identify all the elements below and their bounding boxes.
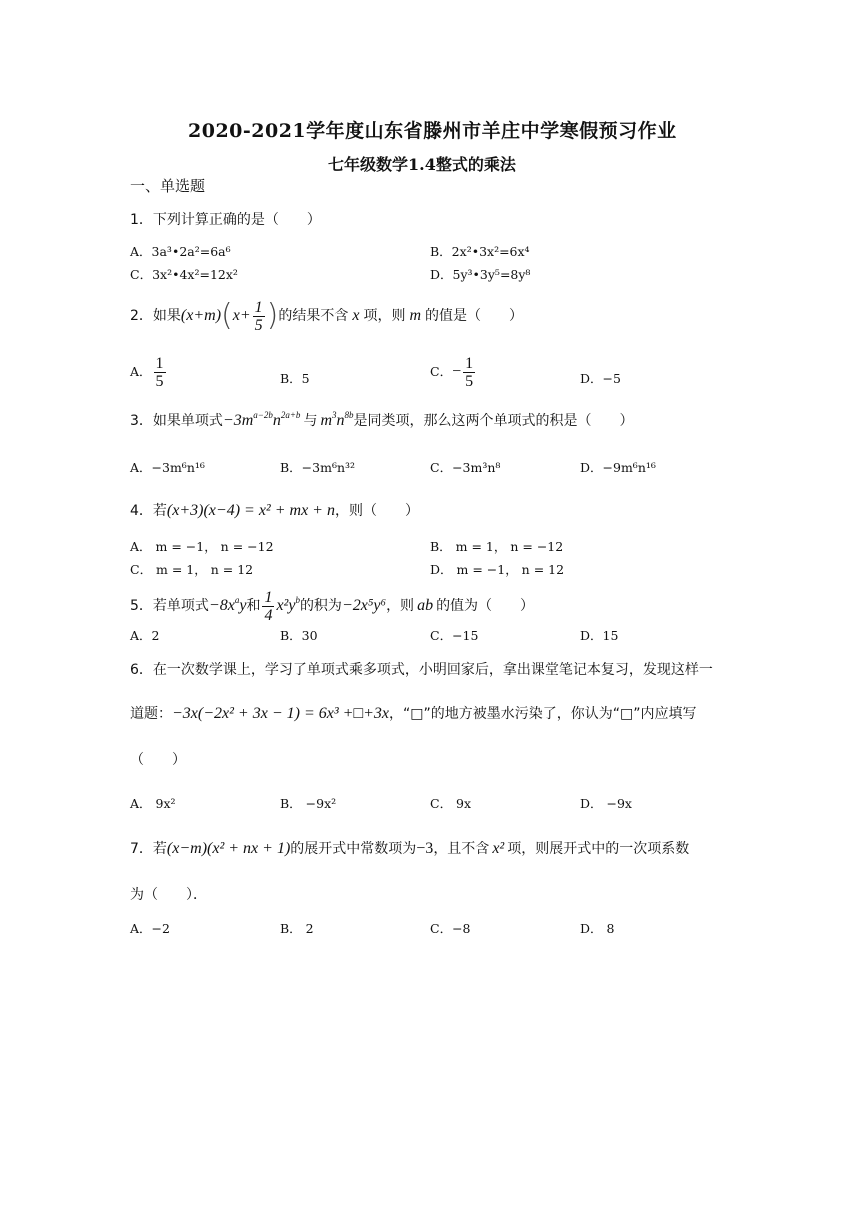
q6-line2-suffix: ，“□”的地方被墨水污染了，你认为“□”内应填写 [389, 706, 697, 722]
q5-var-ab: ab [417, 597, 434, 614]
q2-option-a-label: A． [130, 364, 152, 379]
question-4-stem [130, 500, 419, 520]
q5-expr2: x²y [276, 597, 296, 614]
q7-expression: (x−m)(x² + nx + 1) [166, 840, 291, 857]
q5-mid-text-3: ，则 [386, 598, 415, 614]
q2-right-paren: ) [266, 298, 279, 333]
q4-option-b[interactable]: B． m = 1， n = −12 [430, 539, 564, 554]
page-title: 2020-2021学年度山东省滕州市羊庄中学寒假预习作业 [188, 120, 677, 142]
q7-constant-value: −3 [416, 840, 434, 857]
q3-exp2b: 8b [344, 410, 354, 420]
q5-num: 5．若单项式 [130, 598, 209, 614]
q5-tail-text: 的值为（ ） [436, 598, 535, 614]
q3-option-c[interactable]: C．−3m³n⁸ [430, 460, 501, 475]
q2-fraction-numerator: 1 [254, 298, 263, 316]
q3-option-b[interactable]: B．−3m⁶n³² [280, 460, 356, 475]
question-3-stem [130, 410, 634, 430]
q3-mid-text: 与 [303, 413, 318, 429]
q3-expr2b: n [336, 412, 345, 429]
question-7-line-2: 为（ ）． [130, 887, 207, 903]
q5-option-d[interactable]: D．15 [580, 628, 619, 643]
q2-mid-text-2: 项，则 [363, 308, 406, 324]
q7-option-a[interactable]: A．−2 [130, 921, 170, 936]
q5-fraction-denominator: 4 [264, 606, 273, 624]
question-1-stem: 1．下列计算正确的是（ ） [130, 212, 321, 228]
question-5-stem [130, 580, 534, 626]
q6-option-b[interactable]: B． −9x² [280, 796, 337, 811]
q3-exp2: 3 [332, 410, 337, 420]
q7-num: 7．若 [130, 841, 167, 857]
q3-expr1: −3m [222, 412, 254, 429]
q1-option-c[interactable]: C．3x²•4x²=12x² [130, 267, 238, 282]
question-6-line-1: 6．在一次数学课上，学习了单项式乘多项式，小明回家后，拿出课堂笔记本复习，发现这样一 [130, 662, 713, 678]
q3-option-d[interactable]: D．−9m⁶n¹⁶ [580, 460, 656, 475]
q5-mid-text: 和 [246, 598, 261, 614]
q5-expr1b: y [239, 597, 247, 614]
q2-left-paren: ( [221, 298, 233, 333]
q3-expr2: m [320, 412, 332, 429]
q3-num: 3．如果单项式 [130, 413, 223, 429]
question-6-line-2 [130, 703, 696, 723]
q4-num: 4．若 [130, 503, 167, 519]
q1-option-d[interactable]: D．5y³•3y⁵=8y⁸ [430, 267, 531, 282]
q5-expr1: −8x [208, 597, 235, 614]
q2-expr-second-factor: x+ [232, 307, 251, 324]
q2-mid-text: 的结果不含 [278, 308, 349, 324]
q2-option-c-fraction [463, 355, 475, 390]
q2-option-a-fraction [154, 355, 166, 390]
q3-exp1b: 2a+b [280, 410, 301, 420]
q4-option-d[interactable]: D． m = −1， n = 12 [430, 562, 565, 577]
q2-var-x: x [352, 307, 360, 324]
q2-option-c[interactable] [430, 355, 477, 390]
q5-option-a[interactable]: A．2 [130, 628, 160, 643]
q5-exp2: b [295, 595, 300, 605]
q6-option-d[interactable]: D． −9x [580, 796, 632, 811]
q2-option-c-label: C． [430, 364, 453, 379]
q2-var-m: m [409, 307, 422, 324]
q5-option-c[interactable]: C．−15 [430, 628, 479, 643]
section-heading: 一、单选题 [130, 177, 206, 195]
q1-option-b[interactable]: B．2x²•3x²=6x⁴ [430, 244, 530, 259]
q6-line2-prefix: 道题： [130, 706, 172, 722]
q6-option-c[interactable]: C． 9x [430, 796, 472, 811]
q7-var-x2: x² [492, 840, 505, 857]
question-7-line-1 [130, 838, 689, 858]
q2-expr-first-factor: (x+m) [180, 307, 222, 324]
q7-option-c[interactable]: C．−8 [430, 921, 471, 936]
q4-option-a[interactable]: A． m = −1， n = −12 [130, 539, 274, 554]
q2-fraction [253, 299, 265, 334]
page-subtitle: 七年级数学1.4整式的乘法 [328, 155, 516, 174]
q7-option-b[interactable]: B． 2 [280, 921, 314, 936]
q7-option-d[interactable]: D． 8 [580, 921, 615, 936]
q2-option-a-denominator: 5 [155, 373, 164, 390]
q5-mid-text-2: 的积为 [299, 598, 342, 614]
question-2-stem [130, 296, 523, 336]
q2-tail-text: 的值是（ ） [425, 308, 524, 324]
q2-option-a[interactable] [130, 355, 168, 390]
q5-exp1: a [234, 595, 240, 605]
q5-expr3: −2x⁵y⁶ [341, 597, 387, 614]
q4-tail-text: ，则（ ） [334, 503, 419, 519]
q7-mid-text: 的展开式中常数项为 [290, 841, 417, 857]
q2-option-c-sign: − [452, 363, 462, 380]
q3-expr1b: n [272, 412, 281, 429]
q2-num: 2．如果 [130, 308, 181, 324]
q2-option-c-numerator: 1 [465, 355, 474, 372]
q6-option-a[interactable]: A． 9x² [130, 796, 176, 811]
q4-option-c[interactable]: C． m = 1， n = 12 [130, 562, 254, 577]
question-6-line-3: （ ） [130, 752, 186, 768]
q5-fraction [262, 589, 274, 624]
q2-option-a-numerator: 1 [155, 355, 164, 372]
q5-fraction-numerator: 1 [264, 588, 273, 606]
q2-fraction-denominator: 5 [254, 316, 263, 334]
q3-exp1: a−2b [253, 410, 273, 420]
q5-option-b[interactable]: B．30 [280, 628, 318, 643]
q3-option-a[interactable]: A．−3m⁶n¹⁶ [130, 460, 205, 475]
q6-expression: −3x(−2x² + 3x − 1) = 6x³ +□+3x [172, 705, 389, 722]
q2-option-d[interactable]: D．−5 [580, 371, 621, 386]
q1-option-a[interactable]: A．3a³•2a²=6a⁶ [130, 244, 231, 259]
q2-option-c-denominator: 5 [465, 373, 474, 390]
q2-option-b[interactable]: B．5 [280, 371, 310, 386]
q7-mid-text-2: ，且不含 [433, 841, 490, 857]
q4-expression: (x+3)(x−4) = x² + mx + n [166, 502, 335, 519]
q7-tail-text: 项，则展开式中的一次项系数 [507, 841, 690, 857]
q3-tail-text: 是同类项，那么这两个单项式的积是（ ） [353, 413, 634, 429]
